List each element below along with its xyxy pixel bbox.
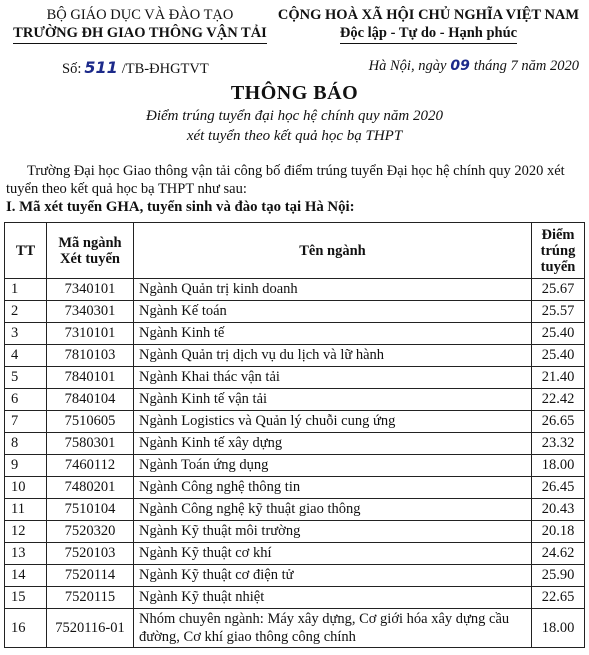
cell-diem: 24.62 <box>532 543 585 565</box>
table-header-row <box>5 223 585 279</box>
notice-subtitle-2: xét tuyển theo kết quả học bạ THPT <box>186 128 403 144</box>
cell-tt: 12 <box>5 521 47 543</box>
cell-ma: 7840104 <box>47 389 134 411</box>
cell-ma: 7460112 <box>47 455 134 477</box>
cell-ten: Ngành Công nghệ kỹ thuật giao thông <box>134 499 532 521</box>
ministry-header <box>0 6 280 44</box>
cell-ten: Ngành Kế toán <box>134 301 532 323</box>
col-header-diem-line2: trúng <box>540 242 576 259</box>
cell-ten: Ngành Toán ứng dụng <box>134 455 532 477</box>
cell-tt: 9 <box>5 455 47 477</box>
table-row <box>5 279 585 301</box>
cell-diem: 20.18 <box>532 521 585 543</box>
cell-ten: Nhóm chuyên ngành: Máy xây dựng, Cơ giới hóa xây dựng cầu đường, Cơ khí giao thông công chính <box>134 609 532 648</box>
university-name: TRƯỜNG ĐH GIAO THÔNG VẬN TẢI <box>13 24 267 44</box>
cell-tt: 7 <box>5 411 47 433</box>
col-header-diem <box>532 223 585 279</box>
cell-ten: Ngành Kỹ thuật cơ điện tử <box>134 565 532 587</box>
cell-ma: 7840101 <box>47 367 134 389</box>
cell-tt: 11 <box>5 499 47 521</box>
cell-diem: 18.00 <box>532 609 585 648</box>
cell-ma: 7520114 <box>47 565 134 587</box>
cell-diem: 25.40 <box>532 345 585 367</box>
table-row <box>5 433 585 455</box>
cell-diem: 26.45 <box>532 477 585 499</box>
cell-diem: 21.40 <box>532 367 585 389</box>
table-row <box>5 565 585 587</box>
cell-ma: 7520103 <box>47 543 134 565</box>
table-row <box>5 301 585 323</box>
col-header-ma <box>47 223 134 279</box>
cell-tt: 15 <box>5 587 47 609</box>
cell-ten: Ngành Kinh tế xây dựng <box>134 433 532 455</box>
doc-number-suffix: /TB-ĐHGTVT <box>121 61 209 77</box>
cell-ten: Ngành Kinh tế vận tải <box>134 389 532 411</box>
section-heading: I. Mã xét tuyển GHA, tuyển sinh và đào tạo tại Hà Nội: <box>6 199 355 215</box>
notice-title: THÔNG BÁO <box>230 82 359 104</box>
cell-ten: Ngành Kỹ thuật môi trường <box>134 521 532 543</box>
cell-ma: 7580301 <box>47 433 134 455</box>
table-row <box>5 367 585 389</box>
cell-tt: 14 <box>5 565 47 587</box>
cell-ten: Ngành Công nghệ thông tin <box>134 477 532 499</box>
issue-date <box>369 58 579 75</box>
cell-ma: 7520116-01 <box>47 609 134 648</box>
cell-tt: 1 <box>5 279 47 301</box>
table-row <box>5 455 585 477</box>
col-header-ma-line1: Mã ngành <box>58 234 122 251</box>
cell-diem: 25.67 <box>532 279 585 301</box>
cell-tt: 8 <box>5 433 47 455</box>
cell-ma: 7510104 <box>47 499 134 521</box>
cell-ma: 7340301 <box>47 301 134 323</box>
cell-tt: 5 <box>5 367 47 389</box>
cell-ten: Ngành Logistics và Quản lý chuỗi cung ứng <box>134 411 532 433</box>
cell-ma: 7340101 <box>47 279 134 301</box>
cell-ten: Ngành Kỹ thuật cơ khí <box>134 543 532 565</box>
col-header-ma-line2: Xét tuyển <box>59 250 120 267</box>
table-row <box>5 345 585 367</box>
cell-tt: 4 <box>5 345 47 367</box>
col-header-ten: Tên ngành <box>134 223 532 279</box>
cell-tt: 3 <box>5 323 47 345</box>
ministry-name: BỘ GIÁO DỤC VÀ ĐÀO TẠO <box>46 7 234 23</box>
table-row <box>5 587 585 609</box>
cell-ma: 7810103 <box>47 345 134 367</box>
cell-tt: 13 <box>5 543 47 565</box>
country-name: CỘNG HOÀ XÃ HỘI CHỦ NGHĨA VIỆT NAM <box>277 7 580 23</box>
cell-ten: Ngành Khai thác vận tải <box>134 367 532 389</box>
national-motto: Độc lập - Tự do - Hạnh phúc <box>340 24 517 44</box>
table-row <box>5 499 585 521</box>
notice-subtitle-1: Điểm trúng tuyển đại học hệ chính quy năm 2020 <box>145 108 444 124</box>
cell-diem: 25.57 <box>532 301 585 323</box>
document-number <box>62 58 209 78</box>
cell-diem: 26.65 <box>532 411 585 433</box>
cell-ten: Ngành Quản trị dịch vụ du lịch và lữ hành <box>134 345 532 367</box>
cell-tt: 10 <box>5 477 47 499</box>
cell-diem: 23.32 <box>532 433 585 455</box>
table-row <box>5 477 585 499</box>
cell-ma: 7480201 <box>47 477 134 499</box>
cell-ma: 7520320 <box>47 521 134 543</box>
cell-ma: 7520115 <box>47 587 134 609</box>
date-before: Hà Nội, ngày <box>368 58 447 74</box>
cell-tt: 16 <box>5 609 47 648</box>
cell-ten: Ngành Kinh tế <box>134 323 532 345</box>
cell-diem: 22.42 <box>532 389 585 411</box>
intro-paragraph: Trường Đại học Giao thông vận tải công bố điểm trúng tuyển Đại học hệ chính quy 2020 xét tuyển theo kết quả học bạ THPT như sau: <box>6 163 565 197</box>
col-header-diem-line3: tuyển <box>540 258 576 275</box>
cell-tt: 2 <box>5 301 47 323</box>
date-day-handwritten: 09 <box>450 58 470 74</box>
cell-ma: 7510605 <box>47 411 134 433</box>
table-row <box>5 411 585 433</box>
table-row <box>5 543 585 565</box>
date-after: tháng 7 năm 2020 <box>473 58 579 74</box>
table-row <box>5 389 585 411</box>
cell-ma: 7310101 <box>47 323 134 345</box>
table-row <box>5 521 585 543</box>
doc-number-prefix: Số: <box>62 61 82 77</box>
national-header <box>268 6 589 44</box>
cell-diem: 18.00 <box>532 455 585 477</box>
cell-diem: 20.43 <box>532 499 585 521</box>
col-header-diem-line1: Điểm <box>541 226 575 243</box>
doc-number-handwritten: 511 <box>84 58 118 77</box>
table-row <box>5 609 585 648</box>
cell-diem: 25.90 <box>532 565 585 587</box>
cell-diem: 25.40 <box>532 323 585 345</box>
col-header-tt: TT <box>5 223 47 279</box>
cell-diem: 22.65 <box>532 587 585 609</box>
cell-tt: 6 <box>5 389 47 411</box>
admission-scores-table <box>4 222 585 648</box>
cell-ten: Ngành Kỹ thuật nhiệt <box>134 587 532 609</box>
table-row <box>5 323 585 345</box>
cell-ten: Ngành Quản trị kinh doanh <box>134 279 532 301</box>
